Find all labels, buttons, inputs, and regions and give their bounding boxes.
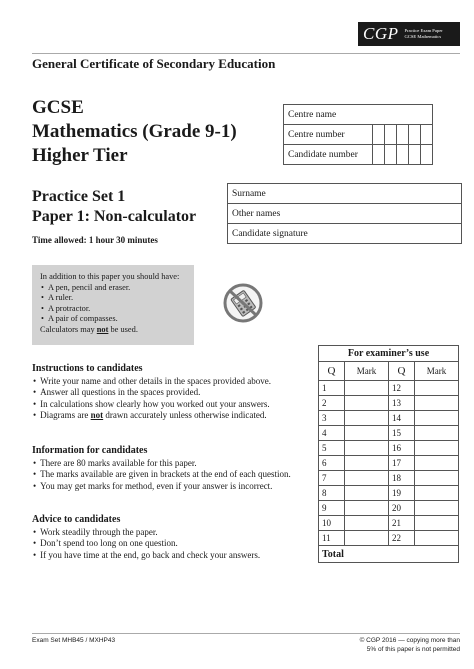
- q-column-header: Q: [389, 362, 415, 381]
- question-number: 18: [389, 471, 415, 486]
- logo-text: CGP: [363, 24, 399, 43]
- question-number: 1: [319, 381, 345, 396]
- table-row: [319, 456, 459, 471]
- mark-cell[interactable]: [415, 531, 459, 546]
- list-item: • The marks available are given in brackets at the end of each question.: [42, 469, 291, 481]
- question-number: 22: [389, 531, 415, 546]
- candidate-name-box: [227, 183, 462, 244]
- list-item: • Work steadily through the paper.: [42, 527, 260, 539]
- title-line-1: GCSE: [32, 97, 84, 118]
- candidate-number-cell[interactable]: [397, 145, 409, 165]
- logo-subtitle: Practice Exam Paper GCSE Mathematics: [404, 28, 443, 39]
- question-number: 6: [319, 456, 345, 471]
- equipment-intro: In addition to this paper you should have:: [40, 272, 180, 281]
- examiner-heading: For examiner’s use: [319, 346, 459, 362]
- question-number: 7: [319, 471, 345, 486]
- centre-number-cell[interactable]: [397, 125, 409, 145]
- question-number: 19: [389, 486, 415, 501]
- list-item: • A pen, pencil and eraser.: [50, 283, 186, 294]
- mark-cell[interactable]: [415, 456, 459, 471]
- mark-cell[interactable]: [345, 441, 389, 456]
- centre-number-cell[interactable]: [385, 125, 397, 145]
- candidate-number-cell[interactable]: [385, 145, 397, 165]
- time-allowed: Time allowed: 1 hour 30 minutes: [32, 235, 158, 245]
- calculator-note: Calculators may not be used.: [40, 324, 138, 334]
- title-line-2: Mathematics (Grade 9-1): [32, 121, 237, 142]
- mark-cell[interactable]: [415, 501, 459, 516]
- list-item: • Diagrams are not drawn accurately unless otherwise indicated.: [42, 410, 271, 422]
- total-row[interactable]: Total: [319, 546, 459, 563]
- candidate-number-cell[interactable]: [373, 145, 385, 165]
- footer-divider: [32, 633, 460, 634]
- mark-cell[interactable]: [345, 396, 389, 411]
- candidate-number-cell[interactable]: [421, 145, 433, 165]
- mark-cell[interactable]: [415, 516, 459, 531]
- question-number: 2: [319, 396, 345, 411]
- instructions-section: [32, 363, 271, 422]
- advice-heading: Advice to candidates: [32, 514, 121, 525]
- equipment-box: [32, 265, 194, 345]
- centre-number-cell[interactable]: [421, 125, 433, 145]
- question-number: 8: [319, 486, 345, 501]
- mark-cell[interactable]: [345, 411, 389, 426]
- table-row: [319, 396, 459, 411]
- list-item: • If you have time at the end, go back and check your answers.: [42, 550, 260, 562]
- mark-cell[interactable]: [415, 471, 459, 486]
- table-row: [319, 531, 459, 546]
- list-item: • A pair of compasses.: [50, 314, 186, 325]
- title-line-3: Higher Tier: [32, 145, 128, 166]
- question-number: 9: [319, 501, 345, 516]
- list-item: • A ruler.: [50, 293, 186, 304]
- table-row: [319, 471, 459, 486]
- equipment-list: [40, 283, 186, 325]
- mark-cell[interactable]: [345, 381, 389, 396]
- question-number: 4: [319, 426, 345, 441]
- question-number: 17: [389, 456, 415, 471]
- table-row: [319, 516, 459, 531]
- exam-code: Exam Set MHB45 / MXHP43: [32, 637, 116, 644]
- mark-cell[interactable]: [415, 411, 459, 426]
- list-item: • Answer all questions in the spaces provided.: [42, 387, 271, 399]
- other-names-field[interactable]: Other names: [228, 204, 462, 224]
- table-row: [319, 381, 459, 396]
- paper-title: [32, 96, 237, 168]
- table-row: [319, 501, 459, 516]
- table-row: [319, 486, 459, 501]
- list-item: • Don’t spend too long on one question.: [42, 538, 260, 550]
- question-number: 11: [319, 531, 345, 546]
- information-section: [32, 445, 291, 492]
- question-number: 15: [389, 426, 415, 441]
- question-number: 13: [389, 396, 415, 411]
- question-number: 21: [389, 516, 415, 531]
- paper-info: [32, 187, 196, 227]
- list-item: • A protractor.: [50, 304, 186, 315]
- table-row: [319, 441, 459, 456]
- candidate-number-cell[interactable]: [409, 145, 421, 165]
- mark-cell[interactable]: [415, 441, 459, 456]
- question-number: 3: [319, 411, 345, 426]
- centre-number-cell[interactable]: [373, 125, 385, 145]
- practice-set: Practice Set 1: [32, 188, 126, 205]
- header-divider: [32, 53, 460, 54]
- mark-cell[interactable]: [345, 426, 389, 441]
- surname-field[interactable]: Surname: [228, 184, 462, 204]
- mark-cell[interactable]: [345, 531, 389, 546]
- paper-name: Paper 1: Non-calculator: [32, 208, 197, 225]
- mark-column-header: Mark: [345, 362, 389, 381]
- no-calculator-icon: [222, 282, 264, 324]
- centre-name-field[interactable]: Centre name: [284, 105, 433, 125]
- candidate-number-label: Candidate number: [284, 145, 373, 165]
- question-number: 5: [319, 441, 345, 456]
- mark-cell[interactable]: [345, 456, 389, 471]
- instructions-heading: Instructions to candidates: [32, 363, 143, 374]
- centre-number-label: Centre number: [284, 125, 373, 145]
- list-item: • Write your name and other details in the spaces provided above.: [42, 376, 271, 388]
- mark-cell[interactable]: [415, 396, 459, 411]
- mark-cell[interactable]: [345, 516, 389, 531]
- list-item: • There are 80 marks available for this paper.: [42, 458, 291, 470]
- mark-cell[interactable]: [415, 426, 459, 441]
- examiner-table: [318, 345, 459, 563]
- list-item: • In calculations show clearly how you worked out your answers.: [42, 399, 271, 411]
- mark-cell[interactable]: [415, 486, 459, 501]
- table-row: [319, 426, 459, 441]
- centre-details-box: [283, 104, 433, 165]
- advice-section: [32, 514, 260, 561]
- examiner-rows: [319, 381, 459, 546]
- copyright-notice: © CGP 2016 — copying more than 5% of this paper is not permitted: [359, 637, 460, 653]
- question-number: 14: [389, 411, 415, 426]
- information-heading: Information for candidates: [32, 445, 148, 456]
- question-number: 16: [389, 441, 415, 456]
- list-item: • You may get marks for method, even if your answer is incorrect.: [42, 481, 291, 493]
- cgp-logo: [358, 22, 460, 46]
- question-number: 12: [389, 381, 415, 396]
- table-row: [319, 411, 459, 426]
- centre-number-cell[interactable]: [409, 125, 421, 145]
- q-column-header: Q: [319, 362, 345, 381]
- signature-field[interactable]: Candidate signature: [228, 224, 462, 244]
- question-number: 20: [389, 501, 415, 516]
- mark-cell[interactable]: [345, 501, 389, 516]
- mark-cell[interactable]: [345, 486, 389, 501]
- mark-cell[interactable]: [345, 471, 389, 486]
- qualification-label: General Certificate of Secondary Education: [32, 56, 276, 71]
- question-number: 10: [319, 516, 345, 531]
- mark-column-header: Mark: [415, 362, 459, 381]
- mark-cell[interactable]: [415, 381, 459, 396]
